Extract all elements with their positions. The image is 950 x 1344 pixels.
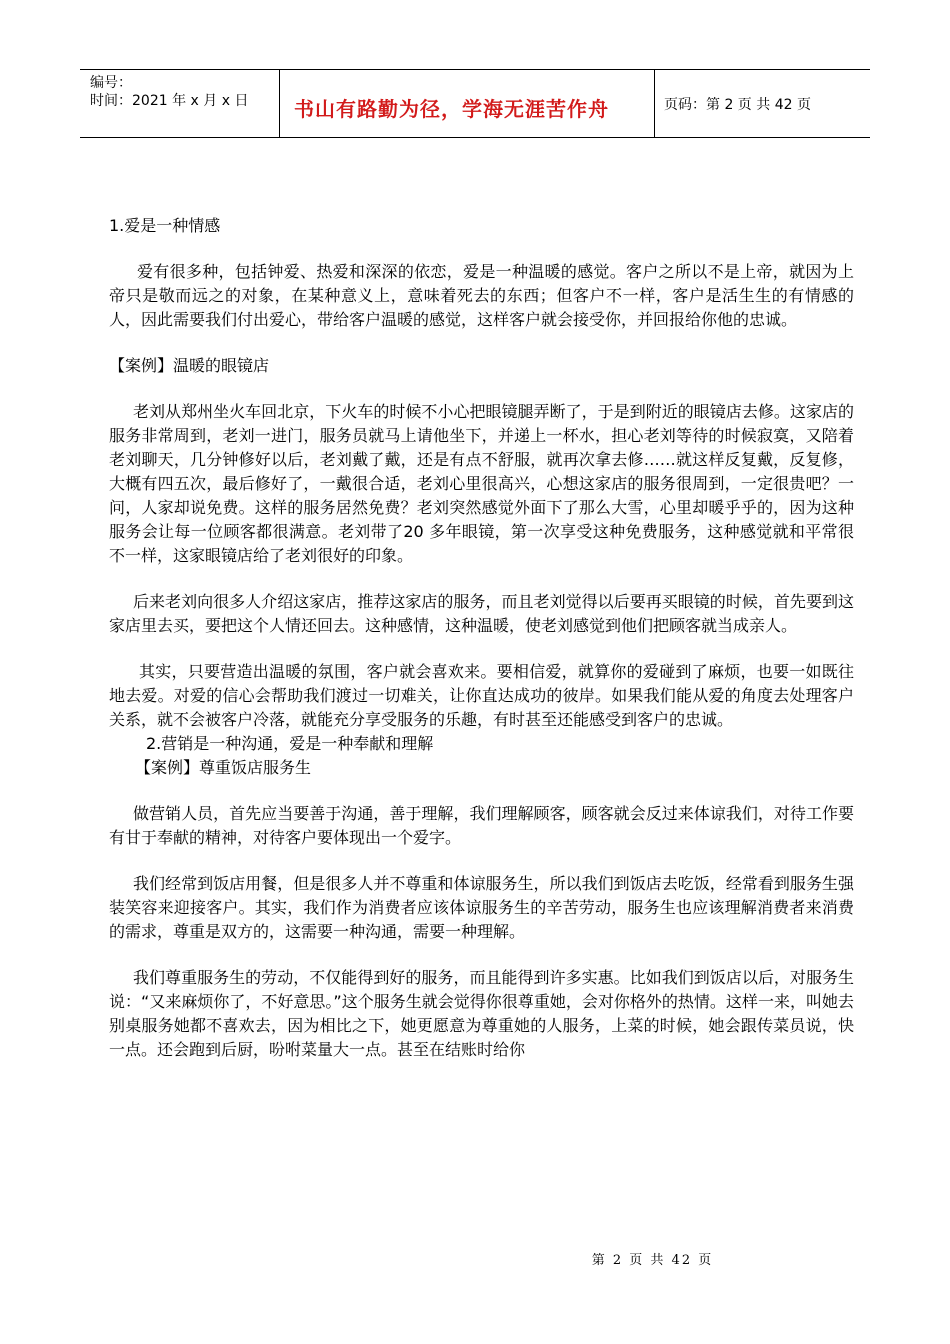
header-page-info: 页码：第 2 页 共 42 页 xyxy=(664,97,811,113)
header-motto-cell xyxy=(280,70,655,137)
paragraph: 后来老刘向很多人介绍这家店，推荐这家店的服务，而且老刘觉得以后要再买眼镜的时候，首先要到这家店里去买，要把这个人情还回去。这种感情，这种温暖，使老刘感觉到他们把顾客就当成亲人。 xyxy=(109,592,854,635)
document-date-label: 时间：2021 年 x 月 x 日 xyxy=(90,93,249,109)
case-heading: 【案例】温暖的眼镜店 xyxy=(109,356,270,375)
paragraph: 做营销人员，首先应当要善于沟通，善于理解，我们理解顾客，顾客就会反过来体谅我们，对待工作要有甘于奉献的精神，对待客户要体现出一个爱字。 xyxy=(109,804,854,847)
paragraph: 我们经常到饭店用餐，但是很多人并不尊重和体谅服务生，所以我们到饭店去吃饭，经常看到服务生强装笑容来迎接客户。其实，我们作为消费者应该体谅服务生的辛苦劳动，服务生也应该理解消费者来消费的需求，尊重是双方的，这需要一种沟通，需要一种理解。 xyxy=(109,874,854,941)
document-body xyxy=(109,214,854,1062)
paragraph: 爱有很多种，包括钟爱、热爱和深深的依恋，爱是一种温暖的感觉。客户之所以不是上帝，就因为上帝只是敬而远之的对象，在某种意义上，意味着死去的东西；但客户不一样，客户是活生生的有情感的人，因此需要我们付出爱心，带给客户温暖的感觉，这样客户就会接受你，并回报给你他的忠诚。 xyxy=(109,262,854,329)
document-number-label: 编号： xyxy=(90,75,132,91)
paragraph: 其实，只要营造出温暖的氛围，客户就会喜欢来。要相信爱，就算你的爱碰到了麻烦，也要一如既往地去爱。对爱的信心会帮助我们渡过一切难关，让你直达成功的彼岸。如果我们能从爱的角度去处理客户关系，就不会被客户冷落，就能充分享受服务的乐趣，有时甚至还能感受到客户的忠诚。 xyxy=(109,662,854,729)
page-footer: 第 2 页 共 42 页 xyxy=(591,1253,714,1268)
section-heading: 2.营销是一种沟通，爱是一种奉献和理解 xyxy=(146,734,434,753)
header-motto: 书山有路勤为径，学海无涯苦作舟 xyxy=(294,97,609,121)
paragraph: 我们尊重服务生的劳动，不仅能得到好的服务，而且能得到许多实惠。比如我们到饭店以后，对服务生说：“又来麻烦你了，不好意思。”这个服务生就会觉得你很尊重她，会对你格外的热情。这样一来，叫她去别桌服务她都不喜欢去，因为相比之下，她更愿意为尊重她的人服务，上菜的时候，她会跟传菜员说，快一点。还会跑到后厨，吩咐菜量大一点。甚至在结账时给你 xyxy=(109,968,854,1059)
page-header xyxy=(80,69,870,138)
header-meta-cell xyxy=(80,70,280,137)
section-heading: 1.爱是一种情感 xyxy=(109,216,221,235)
case-heading: 【案例】尊重饭店服务生 xyxy=(135,758,312,777)
paragraph: 老刘从郑州坐火车回北京，下火车的时候不小心把眼镜腿弄断了，于是到附近的眼镜店去修。这家店的服务非常周到，老刘一进门，服务员就马上请他坐下，并递上一杯水，担心老刘等待的时候寂寞，又陪着老刘聊天，几分钟修好以后，老刘戴了戴，还是有点不舒服，就再次拿去修……就这样反复戴，反复修，大概有四五次，最后修好了，一戴很合适，老刘心里很高兴，心想这家店的服务很周到，一定很贵吧？一问，人家却说免费。这样的服务居然免费？老刘突然感觉外面下了那么大雪，心里却暖乎乎的，因为这种服务会让每一位顾客都很满意。老刘带了20 多年眼镜，第一次享受这种免费服务，这种感觉就和平常很不一样，这家眼镜店给了老刘很好的印象。 xyxy=(109,402,854,565)
